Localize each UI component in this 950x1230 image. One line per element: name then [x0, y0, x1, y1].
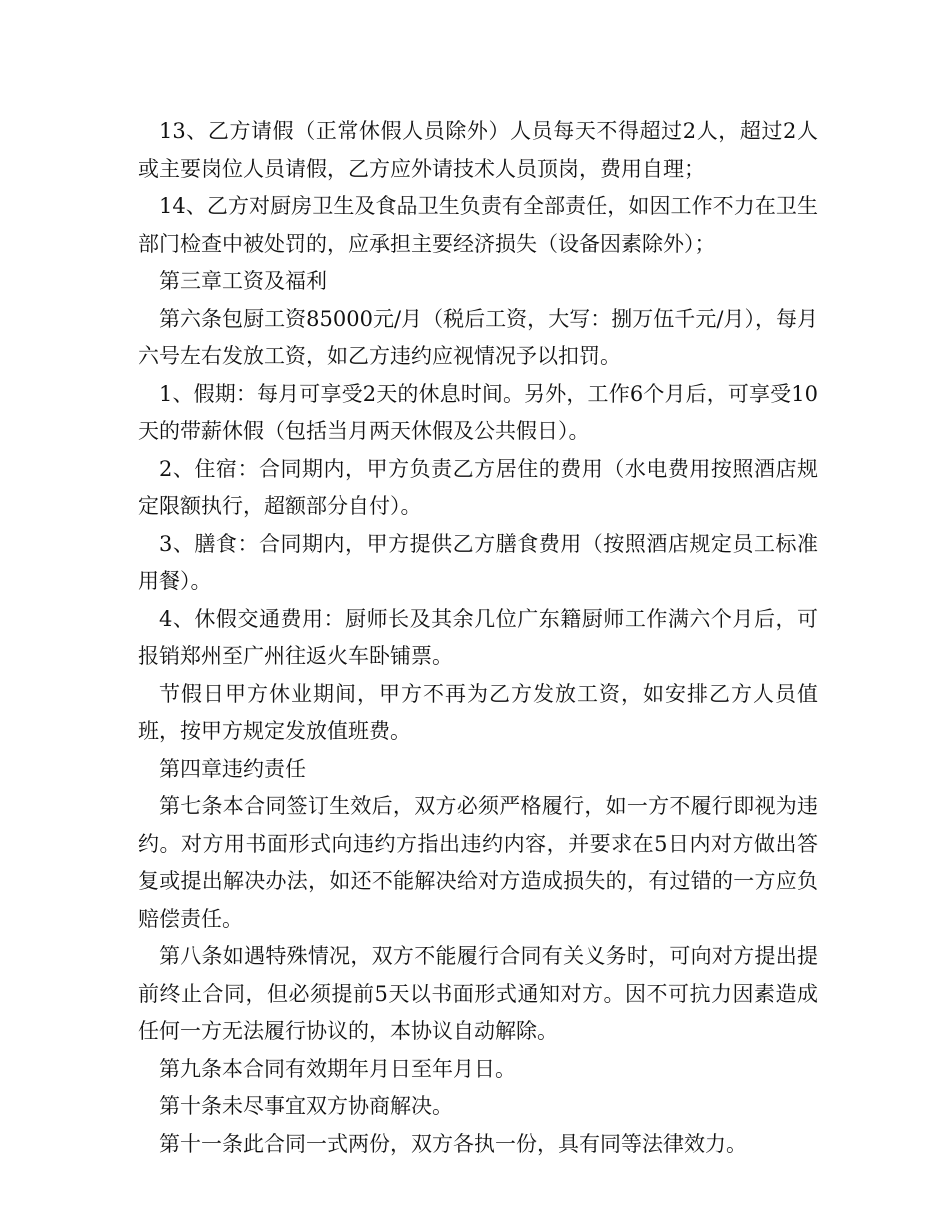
paragraph-article-11: 第十一条此合同一式两份，双方各执一份，具有同等法律效力。 [159, 1131, 747, 1156]
paragraph-article-9: 第九条本合同有效期年月日至年月日。 [159, 1056, 516, 1081]
paragraph-clause-13: 13、乙方请假（正常休假人员除外）人员每天不得超过2人，超过2人或主要岗位人员请假，乙方应外请技术人员顶岗，费用自理； [138, 119, 818, 181]
paragraph-travel-expenses: 4、休假交通费用：厨师长及其余几位广东籍厨师工作满六个月后，可报销郑州至广州往返火车卧铺票。 [138, 606, 818, 668]
document-body [138, 113, 818, 1163]
paragraph-meals: 3、膳食：合同期内，甲方提供乙方膳食费用（按照酒店规定员工标准用餐）。 [138, 531, 818, 593]
paragraph-holiday-closure: 节假日甲方休业期间，甲方不再为乙方发放工资，如安排乙方人员值班，按甲方规定发放值班费。 [138, 681, 818, 743]
chapter-heading-liability: 第四章违约责任 [159, 756, 306, 781]
paragraph-accommodation: 2、住宿：合同期内，甲方负责乙方居住的费用（水电费用按照酒店规定限额执行，超额部分自付）。 [138, 456, 818, 518]
paragraph-leave: 1、假期：每月可享受2天的休息时间。另外，工作6个月后，可享受10天的带薪休假（包括当月两天休假及公共假日）。 [138, 381, 818, 443]
paragraph-article-8: 第八条如遇特殊情况，双方不能履行合同有关义务时，可向对方提出提前终止合同，但必须提前5天以书面形式通知对方。因不可抗力因素造成任何一方无法履行协议的，本协议自动解除。 [138, 944, 818, 1043]
paragraph-article-10: 第十条未尽事宜双方协商解决。 [159, 1094, 453, 1118]
paragraph-clause-14: 14、乙方对厨房卫生及食品卫生负责有全部责任，如因工作不力在卫生部门检查中被处罚的，应承担主要经济损失（设备因素除外）； [138, 194, 818, 256]
paragraph-article-6: 第六条包厨工资85000元/月（税后工资，大写：捌万伍千元/月），每月六号左右发放工资，如乙方违约应视情况予以扣罚。 [138, 306, 818, 368]
paragraph-article-7: 第七条本合同签订生效后，双方必须严格履行，如一方不履行即视为违约。对方用书面形式向违约方指出违约内容，并要求在5日内对方做出答复或提出解决办法，如还不能解决给对方造成损失的，有过错的一方应负赔偿责任。 [138, 794, 818, 931]
chapter-heading-wages: 第三章工资及福利 [159, 269, 327, 293]
